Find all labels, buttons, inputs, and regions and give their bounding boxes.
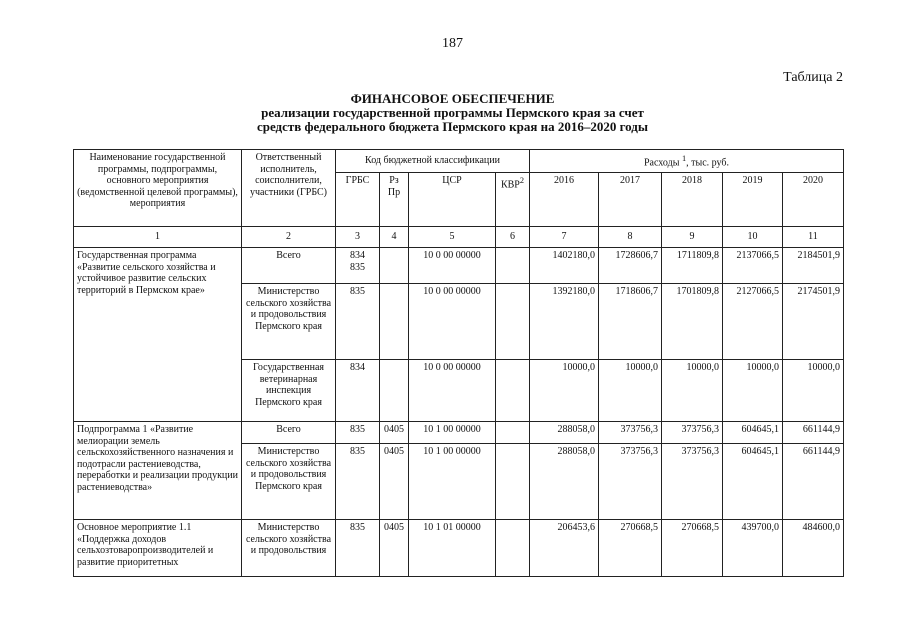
kvr-cell (496, 284, 530, 360)
value-2017: 10000,0 (599, 360, 662, 422)
rzpr-cell (380, 360, 409, 422)
financing-table (73, 149, 844, 577)
rzpr-cell (380, 284, 409, 360)
program-name-cell: Государственная программа «Развитие сельского хозяйства и устойчивое развитие сельских территорий в Пермском крае» (74, 248, 242, 422)
header-expenses (530, 150, 844, 173)
kvr-cell (496, 248, 530, 284)
page-number: 187 (442, 36, 463, 51)
document-title (0, 92, 905, 134)
value-2017: 373756,3 (599, 444, 662, 520)
value-2019: 439700,0 (723, 520, 783, 577)
value-2016: 1402180,0 (530, 248, 599, 284)
header-csr: ЦСР (409, 173, 496, 227)
header-kvr-label: КВР (500, 179, 520, 191)
rzpr-cell: 0405 (380, 520, 409, 577)
col-number: 7 (530, 227, 599, 248)
value-2016: 206453,6 (530, 520, 599, 577)
col-number: 4 (380, 227, 409, 248)
value-2020: 2184501,9 (783, 248, 844, 284)
value-2020: 484600,0 (783, 520, 844, 577)
grbs-cell: 835 (336, 422, 380, 444)
value-2017: 1718606,7 (599, 284, 662, 360)
value-2018: 373756,3 (662, 444, 723, 520)
col-number: 1 (74, 227, 242, 248)
title-line-1: ФИНАНСОВОЕ ОБЕСПЕЧЕНИЕ (350, 91, 555, 106)
title-line-2: реализации государственной программы Пермского края за счет (261, 105, 644, 120)
grbs-cell: 835 (336, 520, 380, 577)
header-kvr-footnote: 2 (519, 176, 525, 185)
csr-cell: 10 0 00 00000 (409, 248, 496, 284)
csr-cell: 10 0 00 00000 (409, 284, 496, 360)
main-activity-name-cell: Основное мероприятие 1.1 «Поддержка доходов сельхозтоваропроизводителей и развитие приоритетных (74, 520, 242, 577)
csr-cell: 10 0 00 00000 (409, 360, 496, 422)
responsible-cell: Министерство сельского хозяйства и продовольствия (242, 520, 336, 577)
csr-cell: 10 1 00 00000 (409, 422, 496, 444)
header-code-group: Код бюджетной классификации (336, 150, 530, 173)
header-year-2019: 2019 (723, 173, 783, 227)
col-number: 2 (242, 227, 336, 248)
responsible-cell: Министерство сельского хозяйства и продовольствия Пермского края (242, 444, 336, 520)
value-2020: 661144,9 (783, 444, 844, 520)
title-line-3: средств федерального бюджета Пермского края на 2016–2020 годы (256, 119, 649, 134)
value-2016: 1392180,0 (530, 284, 599, 360)
grbs-cell: 834 (336, 360, 380, 422)
table-label: Таблица 2 (783, 70, 843, 85)
column-number-row (74, 227, 844, 248)
header-year-2020: 2020 (783, 173, 844, 227)
col-number: 3 (336, 227, 380, 248)
col-number: 6 (496, 227, 530, 248)
grbs-cell: 835 (336, 284, 380, 360)
col-number: 9 (662, 227, 723, 248)
responsible-cell: Всего (242, 422, 336, 444)
value-2019: 604645,1 (723, 422, 783, 444)
header-grbs: ГРБС (336, 173, 380, 227)
col-number: 10 (723, 227, 783, 248)
subprogram-name-cell: Подпрограмма 1 «Развитие мелиорации земель сельскохозяйственного назначения и подотрасли растениеводства, переработки и реализации продукции растениеводства» (74, 422, 242, 520)
kvr-cell (496, 360, 530, 422)
rzpr-cell: 0405 (380, 422, 409, 444)
header-year-2017: 2017 (599, 173, 662, 227)
value-2016: 288058,0 (530, 444, 599, 520)
col-number: 5 (409, 227, 496, 248)
value-2020: 661144,9 (783, 422, 844, 444)
header-responsible: Ответственный исполнитель, соисполнители, участники (ГРБС) (242, 150, 336, 227)
value-2020: 2174501,9 (783, 284, 844, 360)
value-2018: 10000,0 (662, 360, 723, 422)
header-year-2018: 2018 (662, 173, 723, 227)
grbs-cell: 835 (336, 444, 380, 520)
rzpr-cell (380, 248, 409, 284)
grbs-cell: 834 835 (336, 248, 380, 284)
value-2017: 270668,5 (599, 520, 662, 577)
value-2019: 10000,0 (723, 360, 783, 422)
value-2017: 1728606,7 (599, 248, 662, 284)
header-rz-pr: Рз Пр (380, 173, 409, 227)
value-2016: 10000,0 (530, 360, 599, 422)
value-2017: 373756,3 (599, 422, 662, 444)
value-2018: 1701809,8 (662, 284, 723, 360)
value-2019: 2127066,5 (723, 284, 783, 360)
value-2018: 270668,5 (662, 520, 723, 577)
value-2019: 2137066,5 (723, 248, 783, 284)
table-row (74, 520, 844, 577)
value-2016: 288058,0 (530, 422, 599, 444)
csr-cell: 10 1 01 00000 (409, 520, 496, 577)
table-row (74, 248, 844, 284)
responsible-cell: Государственная ветеринарная инспекция Пермского края (242, 360, 336, 422)
col-number: 11 (783, 227, 844, 248)
value-2019: 604645,1 (723, 444, 783, 520)
rzpr-cell: 0405 (380, 444, 409, 520)
value-2018: 373756,3 (662, 422, 723, 444)
col-number: 8 (599, 227, 662, 248)
table-row (74, 422, 844, 444)
csr-cell: 10 1 00 00000 (409, 444, 496, 520)
value-2018: 1711809,8 (662, 248, 723, 284)
header-kvr (496, 173, 530, 227)
header-name: Наименование государственной программы, подпрограммы, основного мероприятия (ведомственной целевой программы), мероприятия (74, 150, 242, 227)
header-year-2016: 2016 (530, 173, 599, 227)
header-expenses-footnote: 1 (681, 154, 687, 164)
header-expenses-suffix: , тыс. руб. (686, 157, 729, 169)
responsible-cell: Министерство сельского хозяйства и продовольствия Пермского края (242, 284, 336, 360)
kvr-cell (496, 422, 530, 444)
responsible-cell: Всего (242, 248, 336, 284)
kvr-cell (496, 444, 530, 520)
kvr-cell (496, 520, 530, 577)
header-expenses-prefix: Расходы (644, 157, 682, 169)
value-2020: 10000,0 (783, 360, 844, 422)
